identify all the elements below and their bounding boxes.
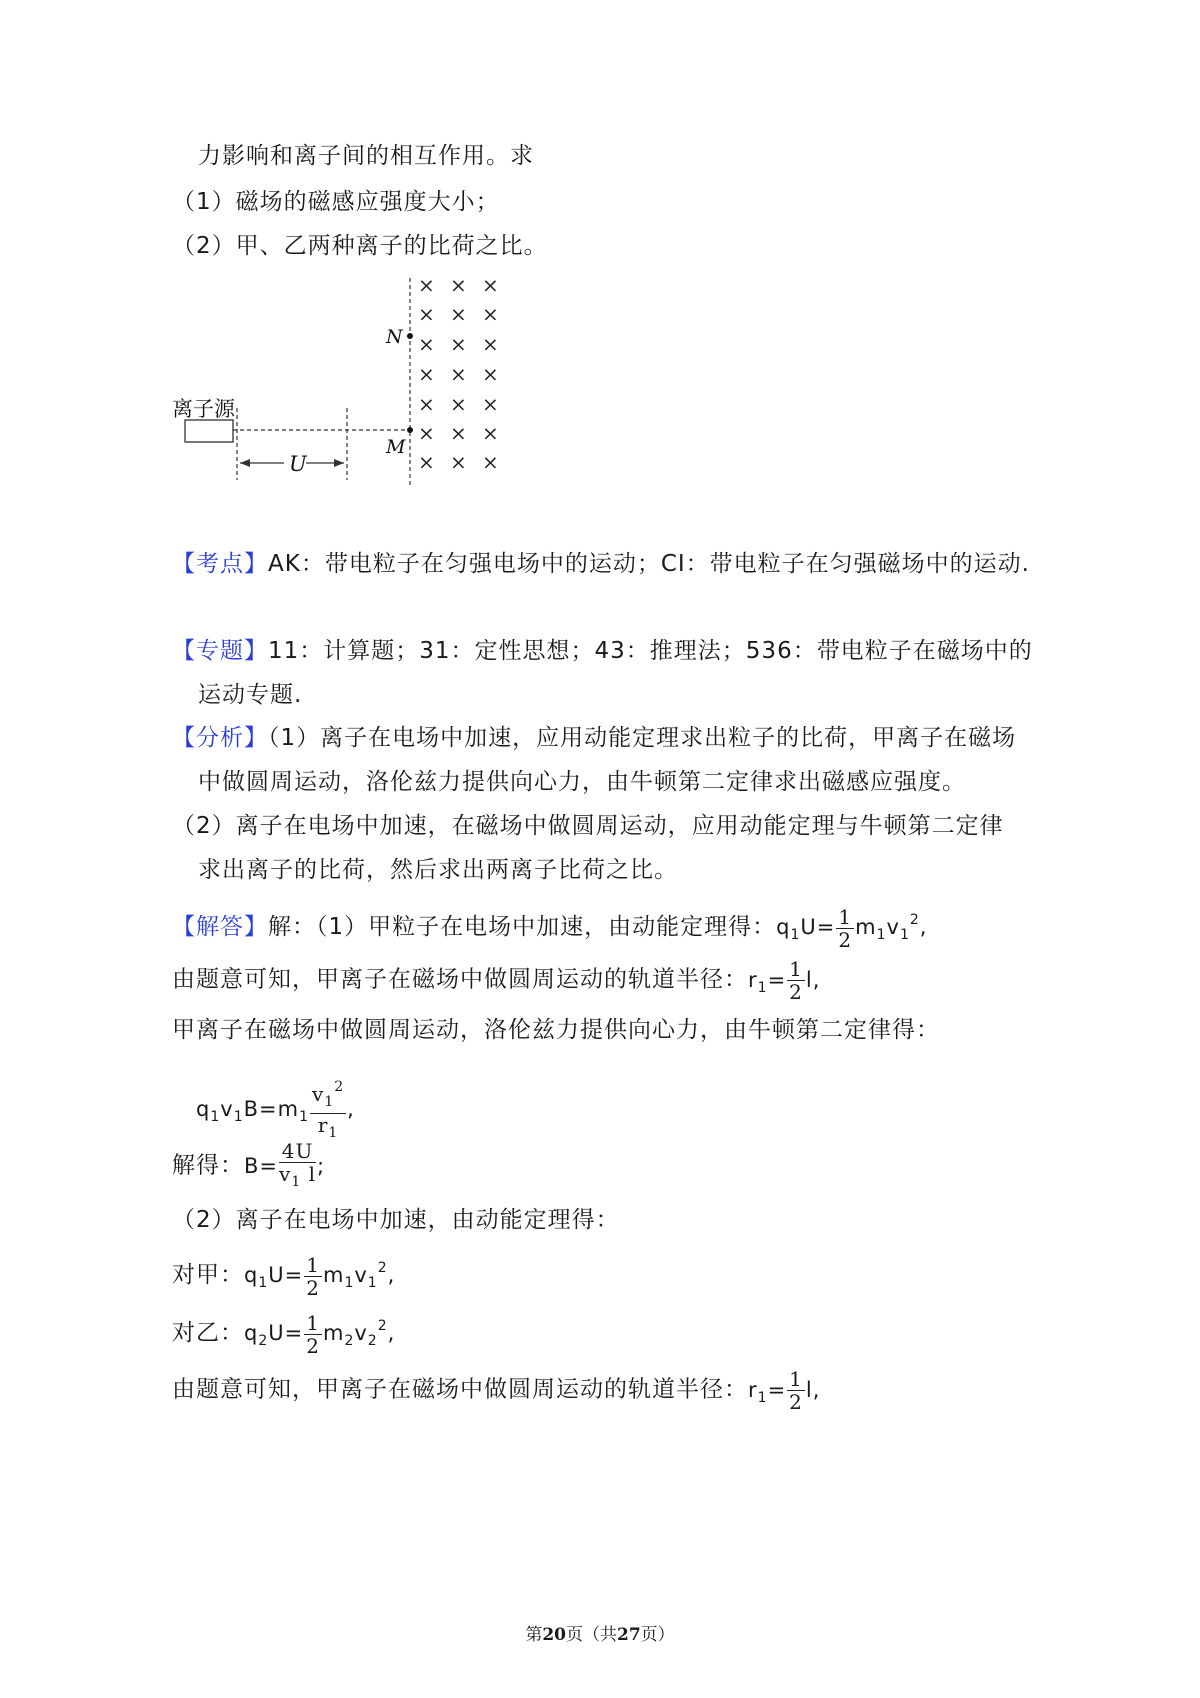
- svg-text:×: ×: [482, 421, 499, 445]
- svg-text:×: ×: [450, 302, 467, 326]
- equation-4: B= $\frac{4U}{v_1 l}$ ;: [244, 1139, 326, 1190]
- total-pages: 27: [617, 1625, 641, 1645]
- equation-1: $q_1U=$ $\frac{1}{2}$ $m_1v_1^2$,: [776, 904, 928, 952]
- jieda-line-2: [172, 958, 820, 1004]
- equation-6: $q_1U=$ $\frac{1}{2}$ $m_1v_1^2$,: [244, 1252, 396, 1300]
- svg-text:×: ×: [450, 450, 467, 474]
- jieda-text-6: 对甲：: [172, 1262, 244, 1288]
- svg-text:×: ×: [450, 362, 467, 386]
- jieda-line-6: [172, 1252, 395, 1299]
- fenxi-line-1: [172, 722, 1016, 754]
- equation-7: $q_2U=$ $\frac{1}{2}$ $m_2v_2^2$,: [244, 1310, 396, 1358]
- label-m: M: [386, 436, 406, 458]
- point-n: [407, 333, 413, 339]
- svg-text:×: ×: [482, 332, 499, 356]
- svg-text:×: ×: [418, 362, 435, 386]
- svg-text:×: ×: [418, 392, 435, 416]
- ion-source-box: [185, 420, 233, 442]
- svg-text:×: ×: [418, 302, 435, 326]
- svg-text:×: ×: [450, 273, 467, 297]
- zhuanti-text-1: 11：计算题；31：定性思想；43：推理法；536：带电粒子在磁场中的: [268, 638, 1033, 664]
- svg-text:×: ×: [482, 302, 499, 326]
- question-2: （2）甲、乙两种离子的比荷之比。: [172, 233, 548, 259]
- svg-text:×: ×: [482, 392, 499, 416]
- svg-text:×: ×: [482, 362, 499, 386]
- kaodian-text: AK：带电粒子在匀强电场中的运动；CI：带电粒子在匀强磁场中的运动.: [268, 551, 1030, 577]
- fenxi-line-4: 求出离子的比荷，然后求出两离子比荷之比。: [198, 857, 678, 883]
- svg-text:×: ×: [482, 450, 499, 474]
- svg-text:×: ×: [482, 273, 499, 297]
- ion-source-label: 离子源: [172, 397, 235, 421]
- equation-2: $r_1=$ $\frac{1}{2}$ l,: [748, 957, 821, 1004]
- page-footer: 第20页（共27页）: [525, 1625, 675, 1645]
- voltage-label: U: [289, 452, 307, 476]
- jieda-line-4: [172, 1140, 325, 1193]
- svg-text:×: ×: [450, 421, 467, 445]
- jieda-text-8: 由题意可知，甲离子在磁场中做圆周运动的轨道半径：: [172, 1376, 748, 1403]
- jieda-text-2: 由题意可知，甲离子在磁场中做圆周运动的轨道半径：: [172, 966, 748, 993]
- jieda-line-1: [172, 904, 927, 951]
- jieda-line-7: [172, 1310, 395, 1357]
- svg-text:×: ×: [418, 421, 435, 445]
- equation-3: $q_1v_1B=m_1$ $\frac{v_1^2}{r_1}$ ,: [196, 1076, 355, 1144]
- fenxi-line-2: 中做圆周运动，洛伦兹力提供向心力，由牛顿第二定律求出磁感应强度。: [198, 769, 966, 795]
- question-1: （1）磁场的磁感应强度大小；: [172, 189, 500, 215]
- zhuanti-line-1: [172, 635, 1033, 667]
- intro-line: 力影响和离子间的相互作用。求: [198, 143, 534, 169]
- point-m: [407, 427, 413, 433]
- svg-text:×: ×: [450, 332, 467, 356]
- kaodian-label: 【考点】: [172, 551, 268, 577]
- fenxi-line-3: （2）离子在电场中加速，在磁场中做圆周运动，应用动能定理与牛顿第二定律: [172, 813, 1004, 839]
- svg-text:×: ×: [418, 450, 435, 474]
- fenxi-label: 【分析】: [172, 725, 268, 751]
- jieda-text-1: 解：（1）甲粒子在电场中加速，由动能定理得：: [268, 914, 777, 940]
- kaodian-line: [172, 548, 1030, 580]
- label-n: N: [386, 326, 403, 348]
- physics-diagram: [160, 270, 540, 500]
- jieda-line-5: （2）离子在电场中加速，由动能定理得：: [172, 1207, 620, 1233]
- svg-text:×: ×: [418, 273, 435, 297]
- svg-text:×: ×: [418, 332, 435, 356]
- jieda-text-4: 解得：: [172, 1152, 244, 1179]
- equation-8: $r_1=$ $\frac{1}{2}$ l,: [748, 1367, 821, 1414]
- zhuanti-line-2: 运动专题.: [198, 682, 303, 708]
- jieda-line-8: [172, 1368, 820, 1414]
- zhuanti-label: 【专题】: [172, 638, 268, 664]
- svg-text:×: ×: [450, 392, 467, 416]
- fenxi-text-1: （1）离子在电场中加速，应用动能定理求出粒子的比荷，甲离子在磁场: [268, 725, 1017, 751]
- page-number: 20: [542, 1625, 566, 1645]
- magnetic-field-marks: [418, 273, 499, 474]
- jieda-label: 【解答】: [172, 914, 268, 940]
- jieda-line-3: 甲离子在磁场中做圆周运动，洛伦兹力提供向心力，由牛顿第二定律得：: [172, 1017, 940, 1043]
- jieda-text-7: 对乙：: [172, 1320, 244, 1346]
